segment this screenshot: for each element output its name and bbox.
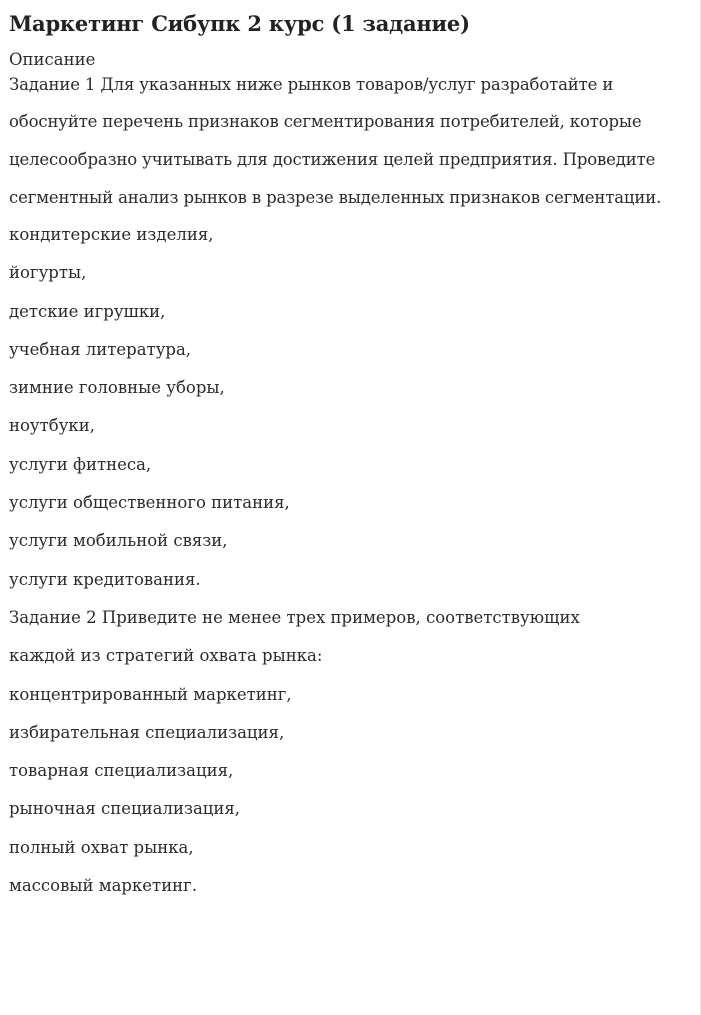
list-item: массовый маркетинг. <box>9 876 198 896</box>
list-item: ноутбуки, <box>9 416 95 436</box>
list-item: зимние головные уборы, <box>9 378 225 398</box>
task-2-line-1: Задание 2 Приведите не менее трех примеров, соответствующих <box>9 607 580 627</box>
task-1-line-4: сегментный анализ рынков в разрезе выделенных признаков сегментации. <box>9 188 662 207</box>
list-item: услуги кредитования. <box>9 569 201 589</box>
task-2 <box>9 599 700 905</box>
task-1-line-1: Задание 1 Для указанных ниже рынков товаров/услуг разработайте и <box>9 75 614 94</box>
task-1-line-3: целесообразно учитывать для достижения целей предприятия. Проведите <box>9 150 656 169</box>
list-item: услуги мобильной связи, <box>9 531 228 551</box>
list-item: услуги фитнеса, <box>9 454 152 474</box>
description-label: Описание <box>9 50 96 69</box>
list-item: кондитерские изделия, <box>9 225 214 244</box>
strategies-list <box>9 676 700 906</box>
list-item: учебная литература, <box>9 339 192 359</box>
list-item: избирательная специализация, <box>9 722 285 742</box>
task-1-line-2: обоснуйте перечень признаков сегментирования потребителей, которые <box>9 112 642 131</box>
list-item: концентрированный маркетинг, <box>9 684 292 704</box>
task-1 <box>9 71 700 599</box>
list-item: товарная специализация, <box>9 761 234 781</box>
list-item: услуги общественного питания, <box>9 493 290 513</box>
page-title: Маркетинг Сибупк 2 курс (1 задание) <box>9 11 470 36</box>
list-item: полный охват рынка, <box>9 837 194 857</box>
list-item: рыночная специализация, <box>9 799 241 819</box>
task-2-line-2: каждой из стратегий охвата рынка: <box>9 646 323 666</box>
markets-list <box>9 216 700 599</box>
list-item: йогурты, <box>9 263 87 283</box>
task-2-text <box>9 599 700 676</box>
list-item: детские игрушки, <box>9 301 166 321</box>
